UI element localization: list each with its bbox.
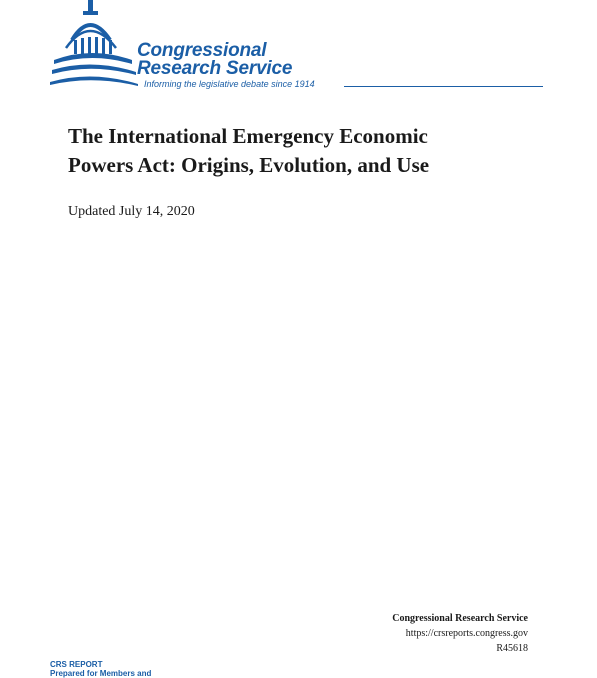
- footer-sublabel: Prepared for Members and: [50, 669, 152, 678]
- logo-divider: [344, 86, 543, 87]
- logo-wordmark: Congressional Research Service: [137, 40, 293, 79]
- crs-logo: [50, 0, 550, 95]
- updated-date: Updated July 14, 2020: [68, 204, 195, 219]
- logo-tagline: Informing the legislative debate since 1914: [144, 79, 315, 89]
- publisher-block: [392, 611, 528, 656]
- footer-report-label: [50, 660, 151, 678]
- publisher-url[interactable]: https://crsreports.congress.gov: [405, 628, 528, 639]
- publisher-name: Congressional Research Service: [392, 613, 528, 624]
- footer-label: CRS REPORT: [50, 660, 103, 669]
- capitol-dome-icon: [50, 0, 140, 92]
- report-title: The International Emergency Economic Powers Act: Origins, Evolution, and Use: [68, 124, 430, 177]
- report-number: R45618: [496, 643, 528, 654]
